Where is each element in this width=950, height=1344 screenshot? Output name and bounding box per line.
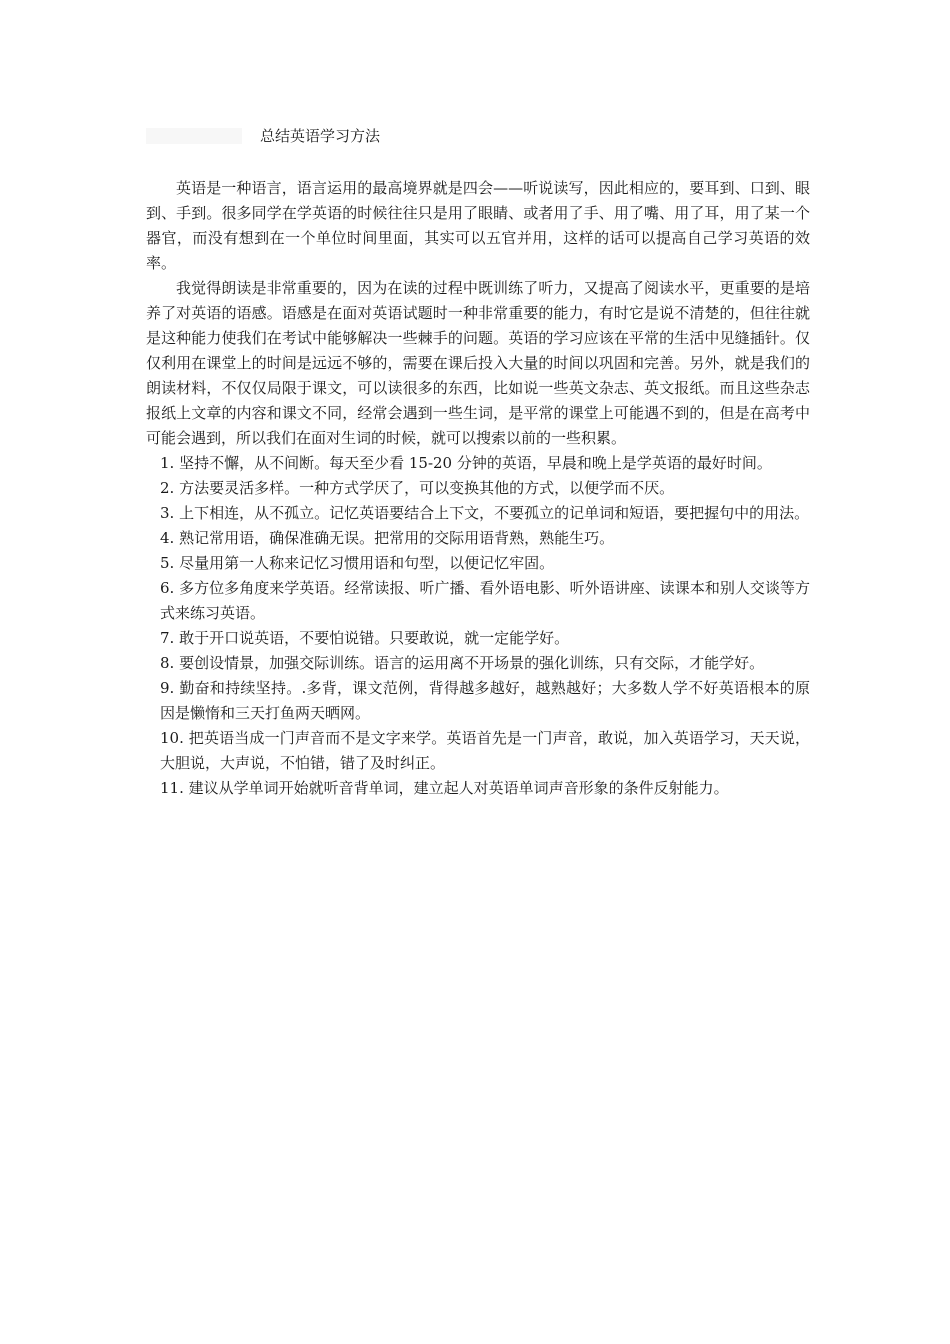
- document-title: 总结英语学习方法: [260, 127, 381, 145]
- item-number: 2.: [160, 479, 175, 497]
- item-text: 把英语当成一门声音而不是文字来学。英语首先是一门声音，敢说，加入英语学习，天天说，大胆说，大声说，不怕错，错了及时纠正。: [160, 729, 810, 772]
- item-number: 4.: [160, 529, 175, 547]
- item-text: 上下相连，从不孤立。记忆英语要结合上下文，不要孤立的记单词和短语，要把握句中的用法。: [179, 504, 810, 522]
- list-item: [146, 576, 810, 626]
- item-number: 10.: [160, 729, 184, 747]
- list-item: [146, 651, 810, 676]
- item-number: 6.: [160, 579, 175, 597]
- item-text: 方法要灵活多样。一种方式学厌了，可以变换其他的方式，以便学而不厌。: [179, 479, 675, 497]
- faded-header-mark: [146, 128, 242, 144]
- item-text: 敢于开口说英语，不要怕说错。只要敢说，就一定能学好。: [179, 629, 570, 647]
- list-item: [146, 726, 810, 776]
- list-item: [146, 676, 810, 726]
- list-item: [146, 501, 810, 526]
- tips-list: [146, 451, 810, 801]
- item-number: 7.: [160, 629, 175, 647]
- item-text: 坚持不懈，从不间断。每天至少看 15-20 分钟的英语，早晨和晚上是学英语的最好时间。: [179, 454, 772, 472]
- item-text: 熟记常用语，确保准确无误。把常用的交际用语背熟，熟能生巧。: [179, 529, 615, 547]
- item-text: 勤奋和持续坚持。.多背，课文范例，背得越多越好，越熟越好；大多数人学不好英语根本的原因是懒惰和三天打鱼两天晒网。: [160, 679, 810, 722]
- list-item: [146, 476, 810, 501]
- item-text: 要创设情景，加强交际训练。语言的运用离不开场景的强化训练，只有交际，才能学好。: [179, 654, 765, 672]
- item-number: 5.: [160, 554, 175, 572]
- list-item: [146, 451, 810, 476]
- intro-paragraph: 英语是一种语言，语言运用的最高境界就是四会——听说读写，因此相应的，要耳到、口到、眼到、手到。很多同学在学英语的时候往往只是用了眼睛、或者用了手、用了嘴、用了耳，用了某一个器官，而没有想到在一个单位时间里面，其实可以五官并用，这样的话可以提高自己学习英语的效率。: [146, 179, 810, 272]
- list-item: [146, 626, 810, 651]
- list-item: [146, 526, 810, 551]
- item-text: 尽量用第一人称来记忆习惯用语和句型，以便记忆牢固。: [179, 554, 555, 572]
- item-number: 9.: [160, 679, 175, 697]
- document-body: [146, 176, 810, 801]
- list-item: [146, 776, 810, 801]
- item-number: 3.: [160, 504, 175, 522]
- item-number: 8.: [160, 654, 175, 672]
- item-text: 建议从学单词开始就听音背单词，建立起人对英语单词声音形象的条件反射能力。: [188, 779, 729, 797]
- item-text: 多方位多角度来学英语。经常读报、听广播、看外语电影、听外语讲座、读课本和别人交谈等方式来练习英语。: [160, 579, 810, 622]
- reading-paragraph: 我觉得朗读是非常重要的，因为在读的过程中既训练了听力，又提高了阅读水平，更重要的是培养了对英语的语感。语感是在面对英语试题时一种非常重要的能力，有时它是说不清楚的，但往往就是这种能力使我们在考试中能够解决一些棘手的问题。英语的学习应该在平常的生活中见缝插针。仅仅利用在课堂上的时间是远远不够的，需要在课后投入大量的时间以巩固和完善。另外，就是我们的朗读材料，不仅仅局限于课文，可以读很多的东西，比如说一些英文杂志、英文报纸。而且这些杂志报纸上文章的内容和课文不同，经常会遇到一些生词，是平常的课堂上可能遇不到的，但是在高考中可能会遇到，所以我们在面对生词的时候，就可以搜索以前的一些积累。: [146, 279, 810, 447]
- item-number: 11.: [160, 779, 184, 797]
- list-item: [146, 551, 810, 576]
- title-row: [146, 124, 806, 150]
- item-number: 1.: [160, 454, 175, 472]
